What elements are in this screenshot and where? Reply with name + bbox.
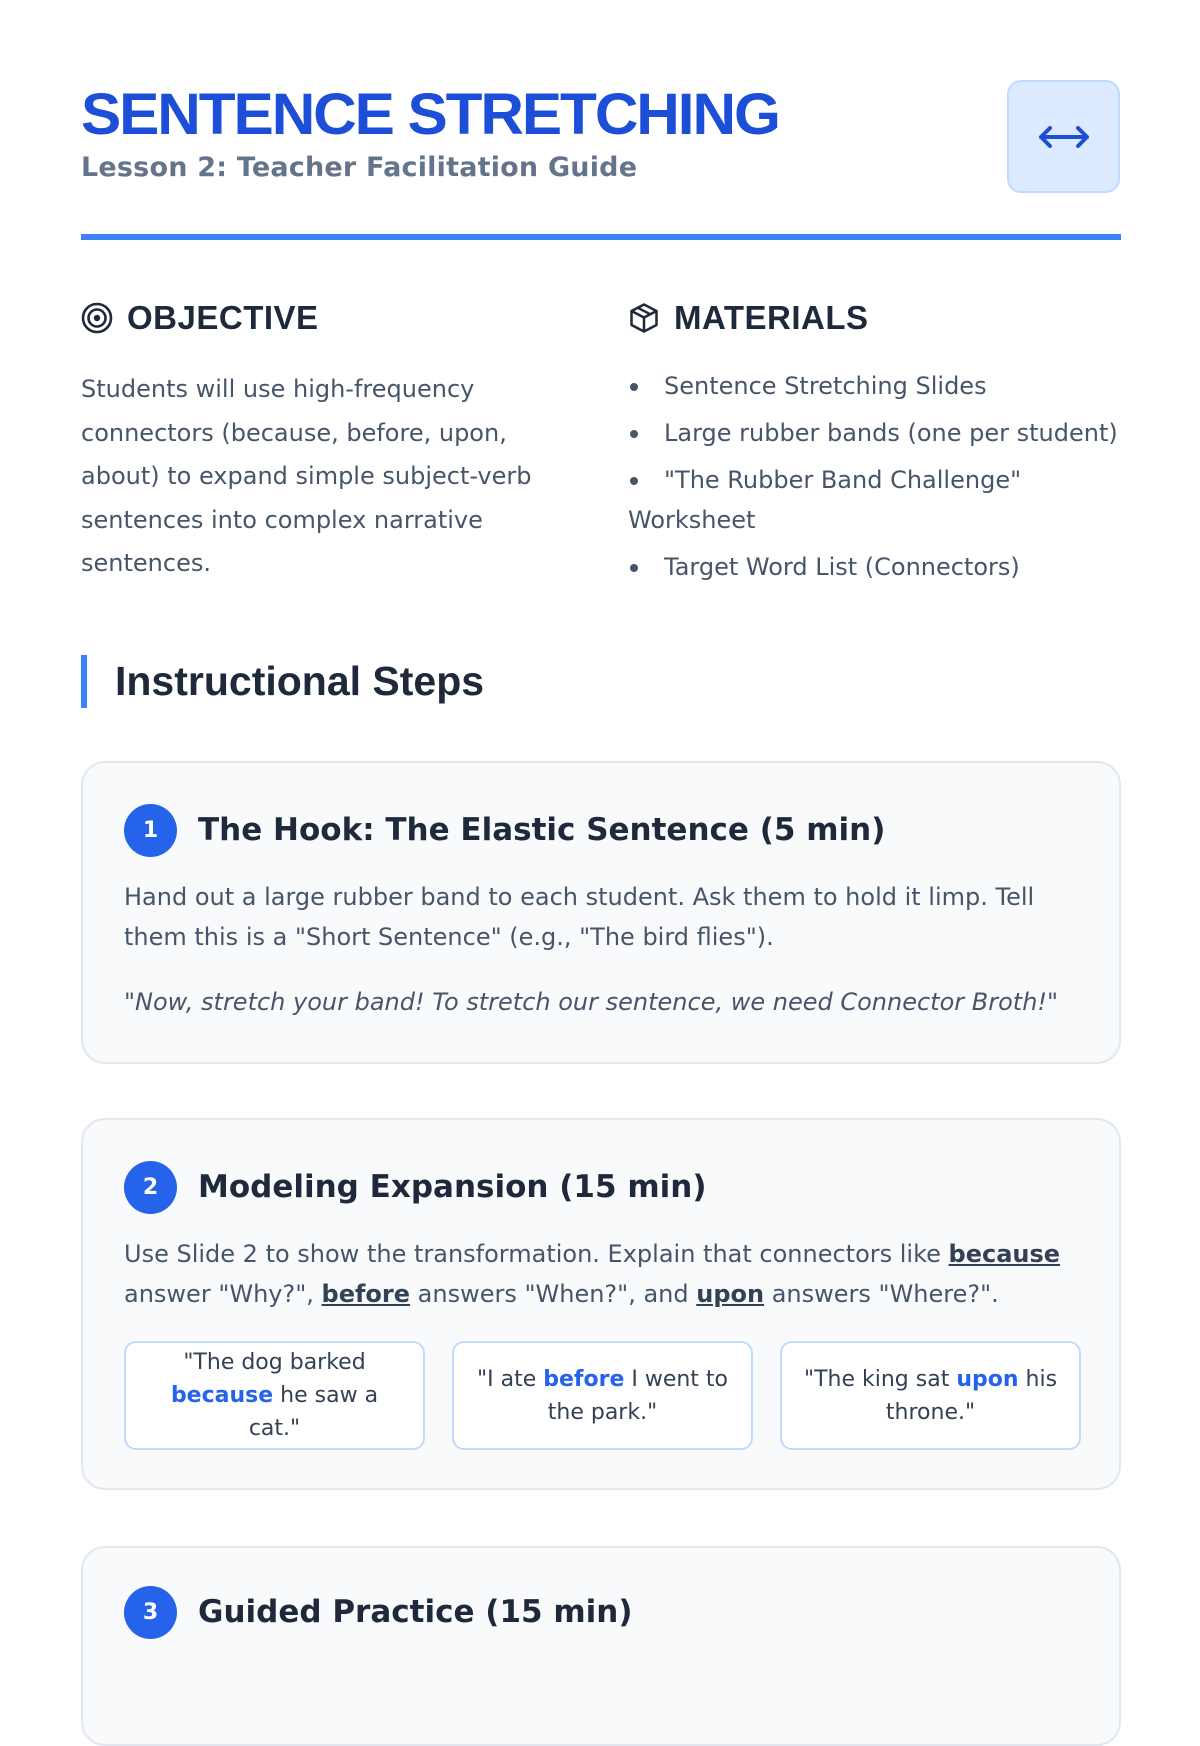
step-number: 3	[124, 1586, 177, 1639]
step-number: 2	[124, 1161, 177, 1214]
materials-item: Target Word List (Connectors)	[628, 547, 1128, 587]
target-icon	[81, 302, 113, 334]
header	[81, 80, 1120, 195]
example-card-because: "The dog barked because he saw a cat."	[124, 1341, 425, 1450]
connector-upon: upon	[696, 1280, 765, 1308]
step-title: The Hook: The Elastic Sentence (5 min)	[198, 812, 886, 848]
section-accent-bar	[81, 655, 87, 708]
materials-item: "The Rubber Band Challenge" Worksheet	[628, 460, 1058, 540]
header-divider	[81, 234, 1121, 240]
step-number: 1	[124, 804, 177, 857]
materials-heading-label: MATERIALS	[674, 299, 869, 336]
materials-item: Large rubber bands (one per student)	[628, 413, 1128, 453]
objective-text: Students will use high-frequency connectors (because, before, upon, about) to expand simple subject-verb sentences into complex narrative sentences.	[81, 375, 532, 577]
objective-heading-label: OBJECTIVE	[127, 299, 319, 336]
connector-because: because	[948, 1240, 1061, 1268]
example-keyword: because	[170, 1383, 274, 1408]
step-card-2	[81, 1118, 1121, 1490]
step-card-1	[81, 761, 1121, 1064]
example-card-upon: "The king sat upon his throne."	[780, 1341, 1081, 1450]
step-card-3	[81, 1546, 1121, 1746]
example-keyword: before	[543, 1366, 625, 1392]
objective-heading	[81, 298, 319, 338]
left-right-arrow-icon	[1037, 122, 1091, 152]
step-title: Modeling Expansion (15 min)	[198, 1169, 707, 1205]
example-card-before: "I ate before I went to the park."	[452, 1341, 753, 1450]
page-title: SENTENCE STRETCHING	[81, 82, 779, 147]
connector-before: before	[321, 1280, 411, 1308]
box-icon	[628, 302, 660, 334]
materials-item: Sentence Stretching Slides	[628, 366, 1128, 406]
step-text: Hand out a large rubber band to each student. Ask them to hold it limp. Tell them this is a "Short Sentence" (e.g., "The bird flies").	[124, 883, 1035, 951]
stretch-icon-box	[1007, 80, 1120, 193]
section-title: Instructional Steps	[115, 658, 485, 704]
step-quote: "Now, stretch your band! To stretch our sentence, we need Connector Broth!"	[124, 988, 1059, 1016]
materials-heading	[628, 298, 869, 338]
page-subtitle: Lesson 2: Teacher Facilitation Guide	[81, 152, 638, 183]
example-keyword: upon	[956, 1366, 1019, 1392]
step-text: Use Slide 2 to show the transformation. Explain that connectors like because answer "Why?", before answers "When?", and upon answers "Where?".	[124, 1240, 1061, 1308]
materials-list	[628, 366, 1128, 594]
step-title: Guided Practice (15 min)	[198, 1594, 633, 1630]
